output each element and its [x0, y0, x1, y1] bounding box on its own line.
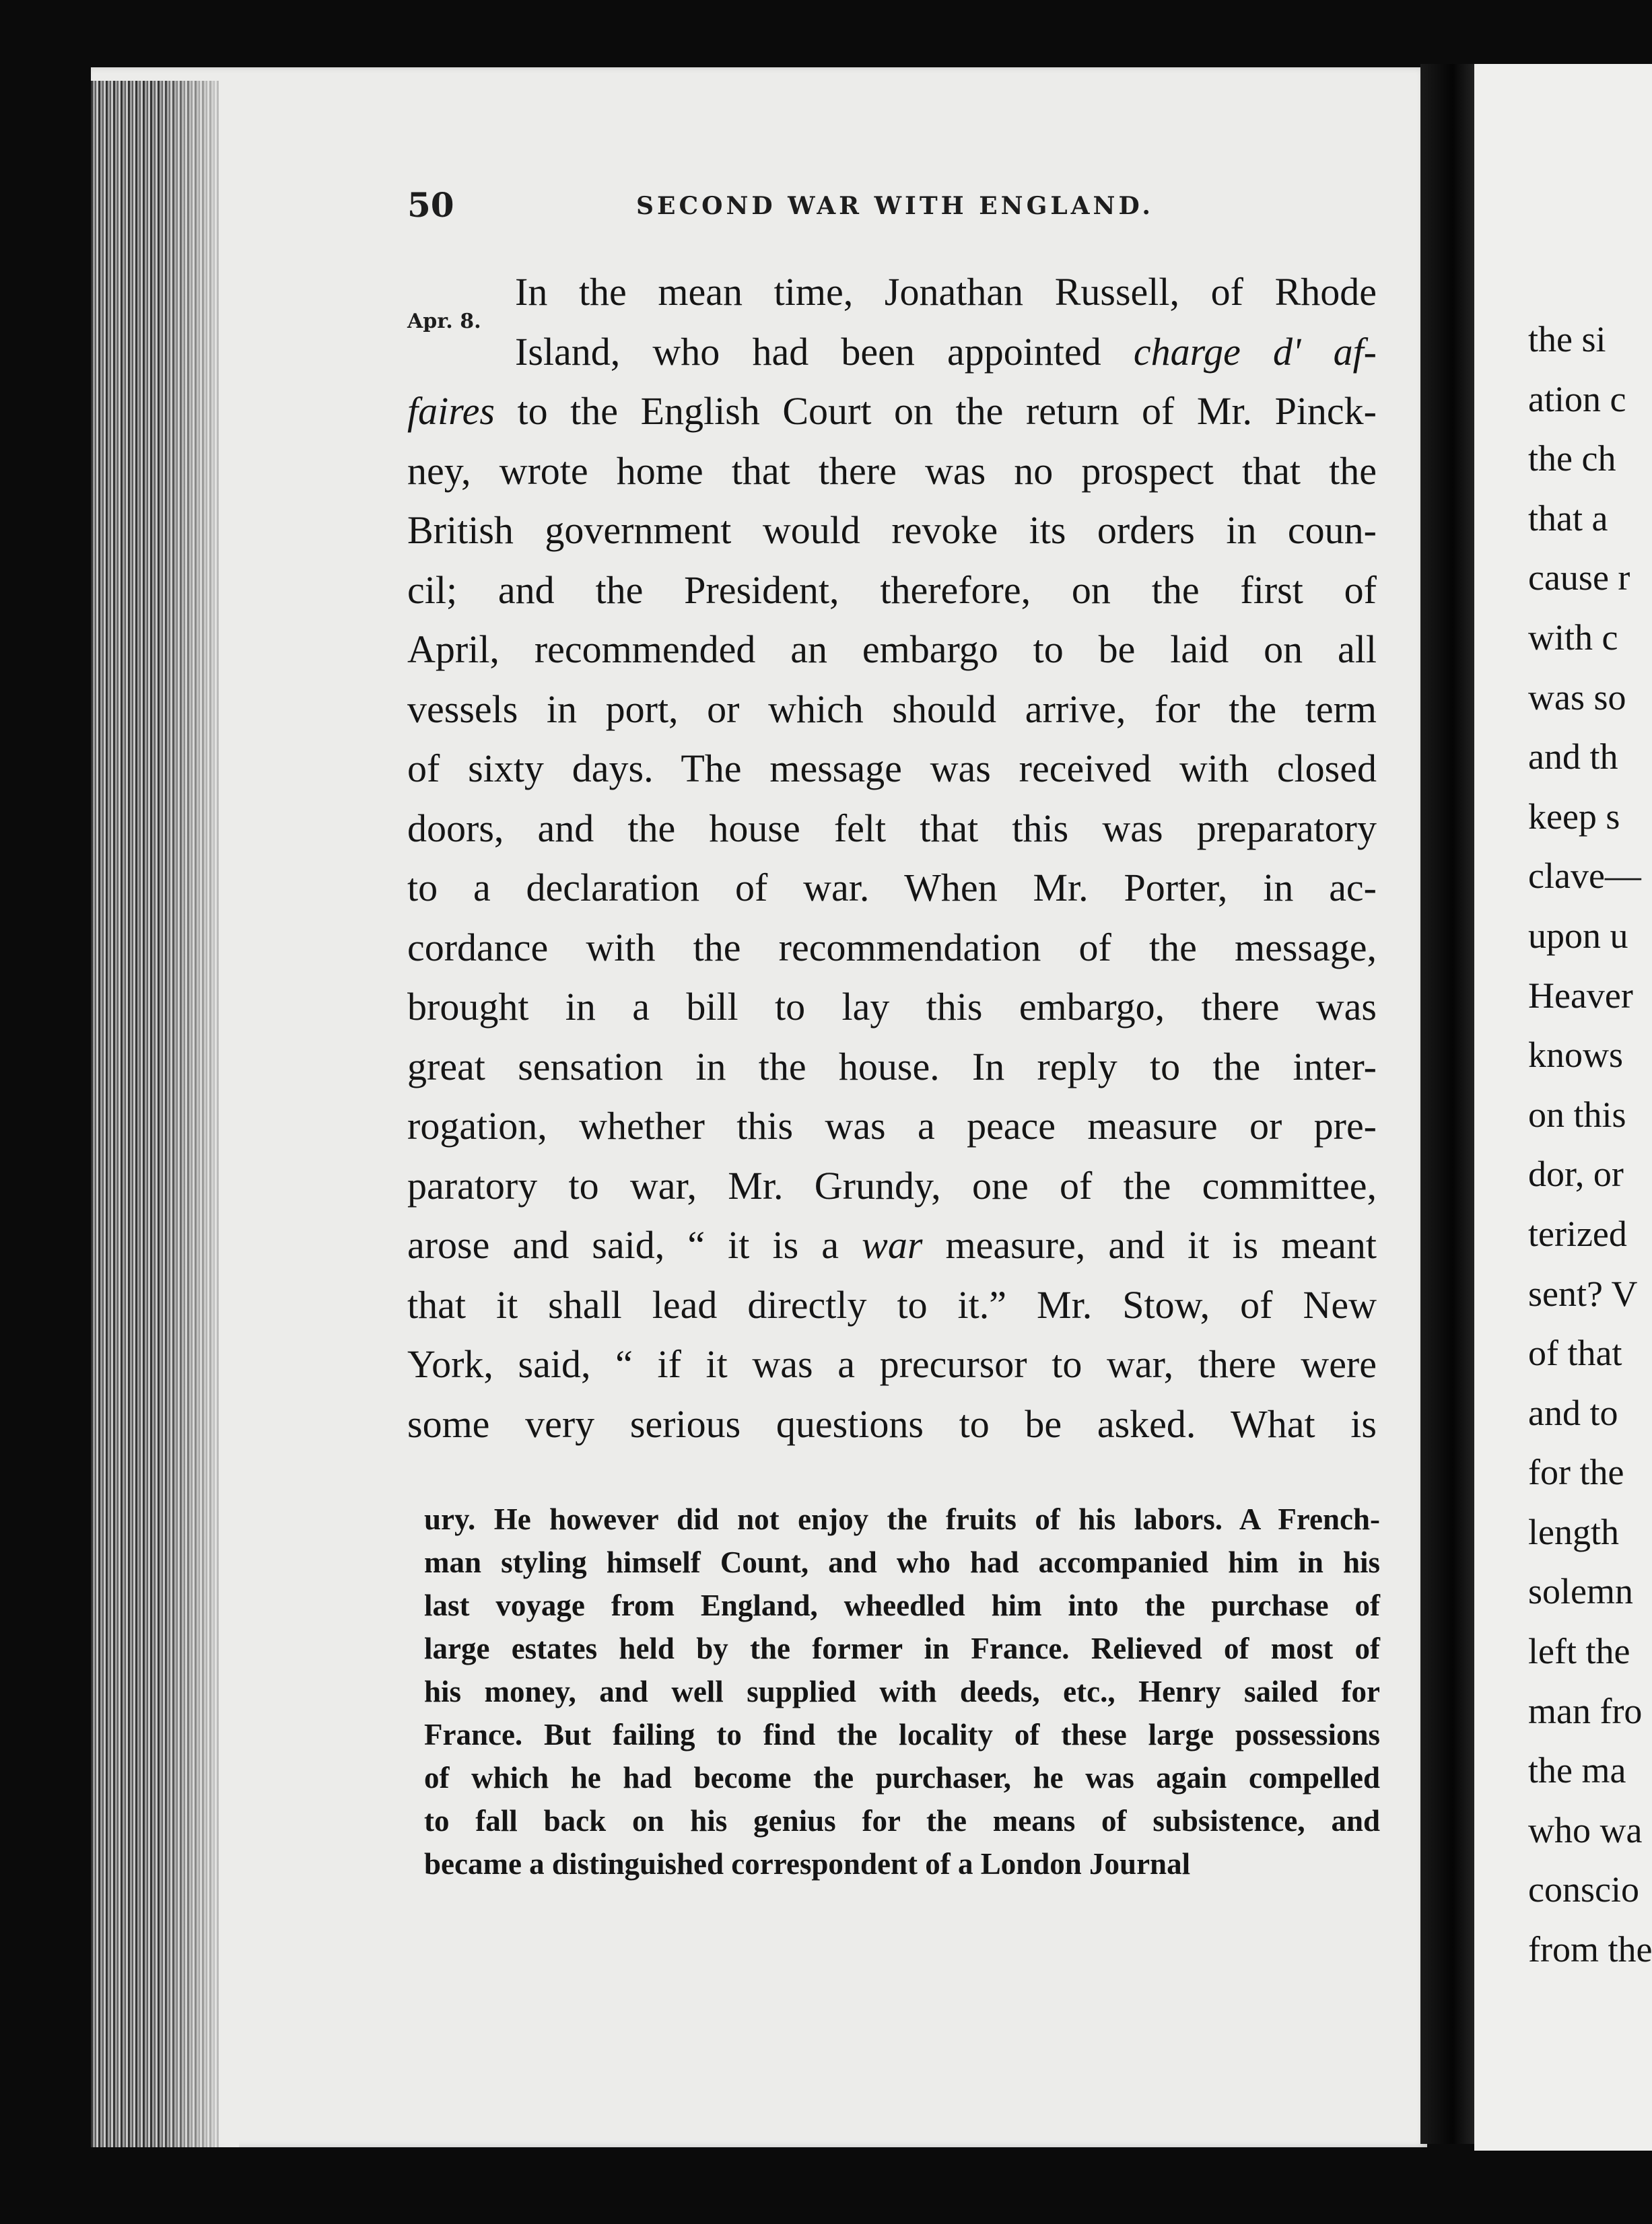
- footnote-line: to fall back on his genius for the means of subsistence, and: [424, 1804, 1380, 1838]
- body-line-italic: Island, who had been appointed charge d' af-: [515, 329, 1377, 374]
- facing-page-line: sent? V: [1528, 1273, 1638, 1314]
- footnote-line: of which he had become the purchaser, he was again compelled: [424, 1761, 1380, 1795]
- margin-date-note: Apr. 8.: [407, 310, 481, 333]
- body-line: April, recommended an embargo to be laid on all: [407, 627, 1377, 671]
- facing-page-line: conscio: [1528, 1869, 1639, 1910]
- body-text: [407, 263, 1377, 1454]
- body-line: some very serious questions to be asked. What is: [407, 1401, 1377, 1446]
- footnote-line: last voyage from England, wheedled him into the purchase of: [424, 1589, 1380, 1622]
- body-line: ney, wrote home that there was no prospect that the: [407, 448, 1377, 493]
- page-header: [407, 185, 1377, 239]
- facing-page-line: terized: [1528, 1213, 1627, 1254]
- footnote-line: large estates held by the former in France. Relieved of most of: [424, 1632, 1380, 1665]
- body-line-italic: arose and said, “ it is a war measure, and it is meant: [407, 1223, 1377, 1267]
- body-line: In the mean time, Jonathan Russell, of Rhode: [515, 270, 1377, 314]
- body-line: to a declaration of war. When Mr. Porter, in ac-: [407, 866, 1377, 909]
- facing-page-line: Heaver: [1528, 975, 1633, 1016]
- italic-phrase: faires: [407, 389, 495, 433]
- facing-page-line: from the: [1528, 1929, 1652, 1970]
- running-head: SECOND WAR WITH ENGLAND.: [636, 192, 1154, 220]
- facing-page-line: clave—: [1528, 856, 1641, 897]
- facing-page-line: keep s: [1528, 796, 1620, 837]
- facing-page-line: the si: [1528, 319, 1606, 359]
- footnote-line: ury. He however did not enjoy the fruits of his labors. A French-: [424, 1502, 1380, 1536]
- facing-page-line: for the: [1528, 1452, 1624, 1493]
- footnote-line: France. But failing to find the locality of these large possessions: [424, 1718, 1380, 1751]
- facing-page-line: cause r: [1528, 557, 1630, 598]
- facing-page-line: man fro: [1528, 1690, 1643, 1731]
- page-edges-fade: [158, 81, 239, 2147]
- body-line: brought in a bill to lay this embargo, there was: [407, 985, 1377, 1029]
- facing-page-line: that a: [1528, 497, 1608, 538]
- body-line: British government would revoke its orders in coun-: [407, 508, 1377, 552]
- footnote-line: his money, and well supplied with deeds, etc., Henry sailed for: [424, 1675, 1380, 1708]
- footnote-line: became a distinguished correspondent of a London Journal: [424, 1847, 1191, 1881]
- body-line: cil; and the President, therefore, on the first of: [407, 567, 1377, 612]
- facing-page-line: of that: [1528, 1333, 1622, 1374]
- body-line: cordance with the recommendation of the message,: [407, 925, 1377, 969]
- body-line: of sixty days. The message was received with closed: [407, 746, 1377, 790]
- body-line: great sensation in the house. In reply to the inter-: [407, 1044, 1377, 1088]
- body-line: paratory to war, Mr. Grundy, one of the committee,: [407, 1163, 1377, 1208]
- facing-page-line: dor, or: [1528, 1154, 1624, 1195]
- facing-page-line: who wa: [1528, 1809, 1643, 1850]
- facing-page-line: was so: [1528, 676, 1626, 718]
- facing-page-line: ation c: [1528, 378, 1626, 419]
- book-gutter: [1420, 64, 1474, 2144]
- facing-page-line: left the: [1528, 1631, 1630, 1672]
- facing-page-line: with c: [1528, 617, 1618, 658]
- body-line: that it shall lead directly to it.” Mr. Stow, of New: [407, 1282, 1377, 1327]
- facing-page-text: [1528, 310, 1652, 1980]
- facing-page-line: upon u: [1528, 915, 1628, 956]
- facing-page-line: the ch: [1528, 438, 1616, 479]
- footnote: [424, 1498, 1380, 1885]
- facing-page-line: length: [1528, 1511, 1619, 1552]
- facing-page-line: and to: [1528, 1392, 1618, 1433]
- footnote-line: man styling himself Count, and who had accompanied him in his: [424, 1545, 1380, 1579]
- facing-page-line: the ma: [1528, 1750, 1626, 1791]
- italic-phrase: charge d' af-: [1133, 329, 1377, 374]
- italic-phrase: war: [862, 1223, 923, 1267]
- facing-page-line: on this: [1528, 1094, 1626, 1135]
- body-line-italic: faires to the English Court on the return of Mr. Pinck-: [407, 389, 1377, 433]
- page-number: 50: [407, 185, 454, 225]
- body-line: doors, and the house felt that this was preparatory: [407, 806, 1377, 850]
- facing-page-line: solemn: [1528, 1571, 1633, 1612]
- facing-page-line: knows: [1528, 1035, 1624, 1076]
- body-line: York, said, “ if it was a precursor to war, there were: [407, 1342, 1377, 1386]
- body-line: vessels in port, or which should arrive, for the term: [407, 687, 1377, 731]
- body-line: rogation, whether this was a peace measure or pre-: [407, 1104, 1377, 1148]
- facing-page-line: and th: [1528, 736, 1618, 777]
